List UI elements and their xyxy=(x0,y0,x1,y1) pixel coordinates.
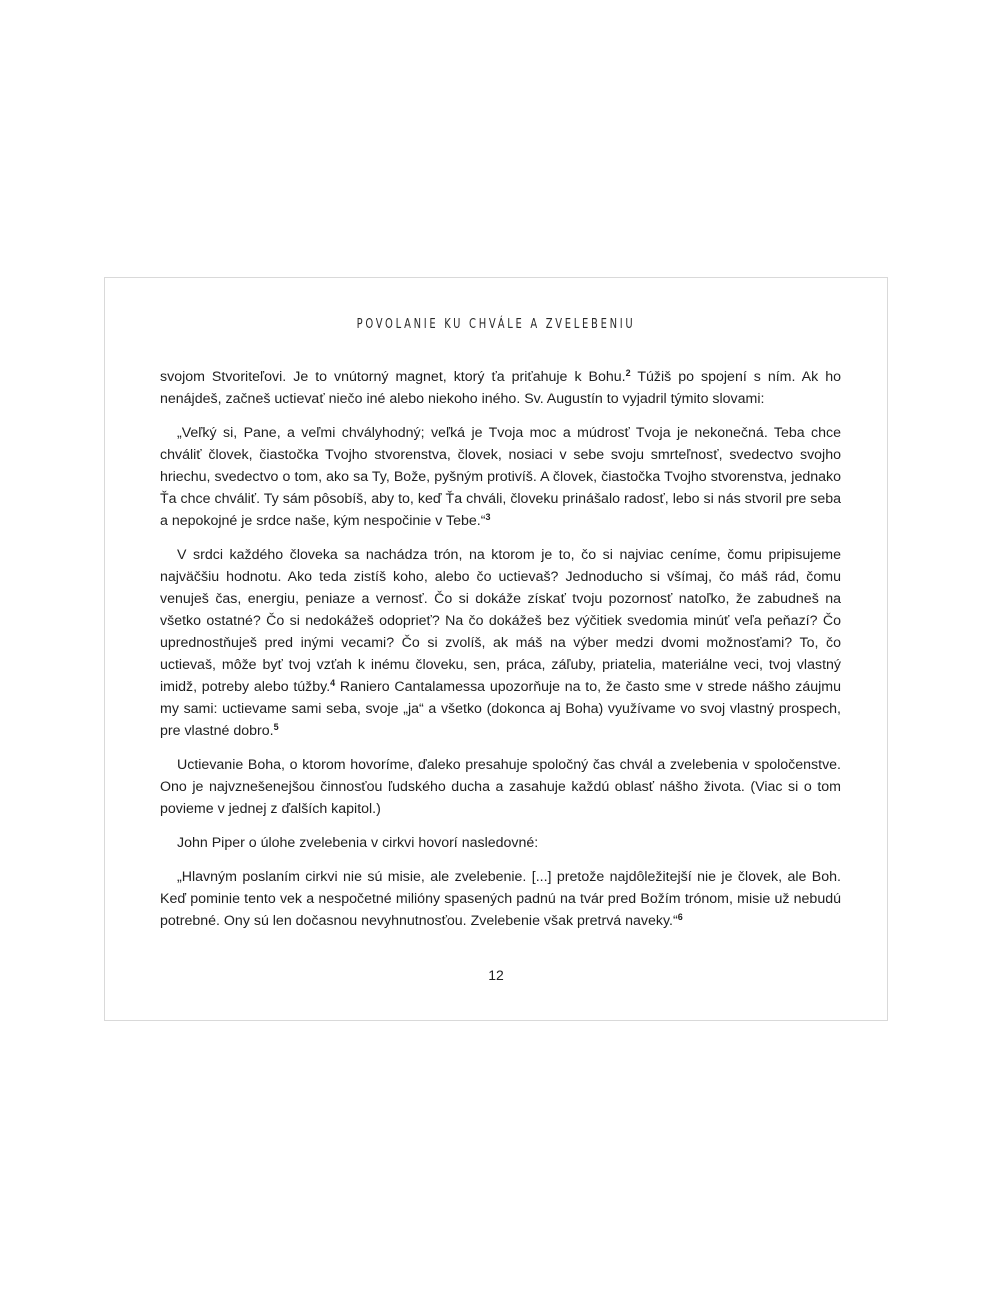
footnote-ref-3: 3 xyxy=(485,512,491,522)
quote-augustine xyxy=(160,422,841,532)
footnote-ref-4: 4 xyxy=(330,678,336,688)
paragraph-3-tail: Raniero Cantalamessa upozorňuje na to, že často sme v strede nášho záujmu my sami: uctievame sami seba, svoje „ja“ a všetko (dokonca aj Boha) využívame vo svoj vlastný prospech, pre vlastné dobro. xyxy=(160,679,841,739)
quote-augustine-text: „Veľký si, Pane, a veľmi chvályhodný; veľká je Tvoja moc a múdrosť Tvoja je nekonečná. Teba chce chváliť človek, čiastočka Tvojho stvorenstva, človek, nosiaci v sebe svoju smrteľnosť, svedectvo svojho hriechu, svedectvo o tom, ako sa Ty, Bože, pyšným protivíš. A človek, čiastočka Tvojho stvorenstva, jednako Ťa chce chváliť. Ty sám pôsobíš, aby to, keď Ťa chváli, človeku prinášalo radosť, lebo si nás stvoril pre seba a nepokojné je srdce naše, kým nespočinie v Tebe.“ xyxy=(160,425,841,529)
footnote-ref-2: 2 xyxy=(625,368,631,378)
paragraph-1-text: svojom Stvoriteľovi. Je to vnútorný magnet, ktorý ťa priťahuje k Bohu. xyxy=(160,369,626,385)
paragraph-5 xyxy=(160,832,841,854)
quote-piper-text: „Hlavným poslaním cirkvi nie sú misie, ale zvelebenie. [...] pretože najdôležitejší nie je človek, ale Boh. Keď pominie tento vek a nespočetné milióny spasených padnú na tvár pred Božím trónom, misie už nebudú potrebné. Ony sú len dočasnou nevyhnutnosťou. Zvelebenie však pretrvá naveky.“ xyxy=(160,869,841,929)
paragraph-4 xyxy=(160,754,841,820)
body-text xyxy=(160,366,841,944)
paragraph-3-text: V srdci každého človeka sa nachádza trón, na ktorom je to, čo si najviac ceníme, čomu pripisujeme najväčšiu hodnotu. Ako teda zistíš koho, alebo čo uctievaš? Jednoducho si všímaj, čo máš rád, čomu venuješ čas, energiu, peniaze a vernosť. Čo si dokáže získať tvoju pozornosť natoľko, že zabudneš na všetko ostatné? Čo si nedokážeš odoprieť? Na čo dokážeš bez výčitiek svedomia minúť veľa peňazí? Čo uprednostňuješ pred inými vecami? Čo si zvolíš, ak máš na výber medzi dvomi možnosťami? To, čo uctievaš, môže byť tvoj vzťah k inému človeku, sen, práca, záľuby, priatelia, materiálne veci, tvoj vlastný imidž, potreby alebo túžby. xyxy=(160,547,841,695)
book-page xyxy=(104,277,888,1021)
page-number: 12 xyxy=(488,967,504,983)
footnote-ref-6: 6 xyxy=(677,912,683,922)
footnote-ref-5: 5 xyxy=(273,722,279,732)
paragraph-5-text: John Piper o úlohe zvelebenia v cirkvi hovorí nasledovné: xyxy=(177,835,539,851)
running-header: POVOLANIE KU CHVÁLE A ZVELEBENIU xyxy=(356,316,636,332)
paragraph-3 xyxy=(160,544,841,742)
paragraph-1-tail: Túžiš po spojení s ním. Ak ho nenájdeš, začneš uctievať niečo iné alebo niekoho iného. Sv. Augustín to vyjadril týmito slovami: xyxy=(160,369,841,407)
paragraph-1 xyxy=(160,366,841,410)
paragraph-4-text: Uctievanie Boha, o ktorom hovoríme, ďaleko presahuje spoločný čas chvál a zvelebenia v spoločenstve. Ono je najvznešenejšou činnosťou ľudského ducha a zasahuje každú oblasť nášho života. (Viac si o tom povieme v jednej z ďalších kapitol.) xyxy=(160,757,841,817)
quote-piper xyxy=(160,866,841,932)
